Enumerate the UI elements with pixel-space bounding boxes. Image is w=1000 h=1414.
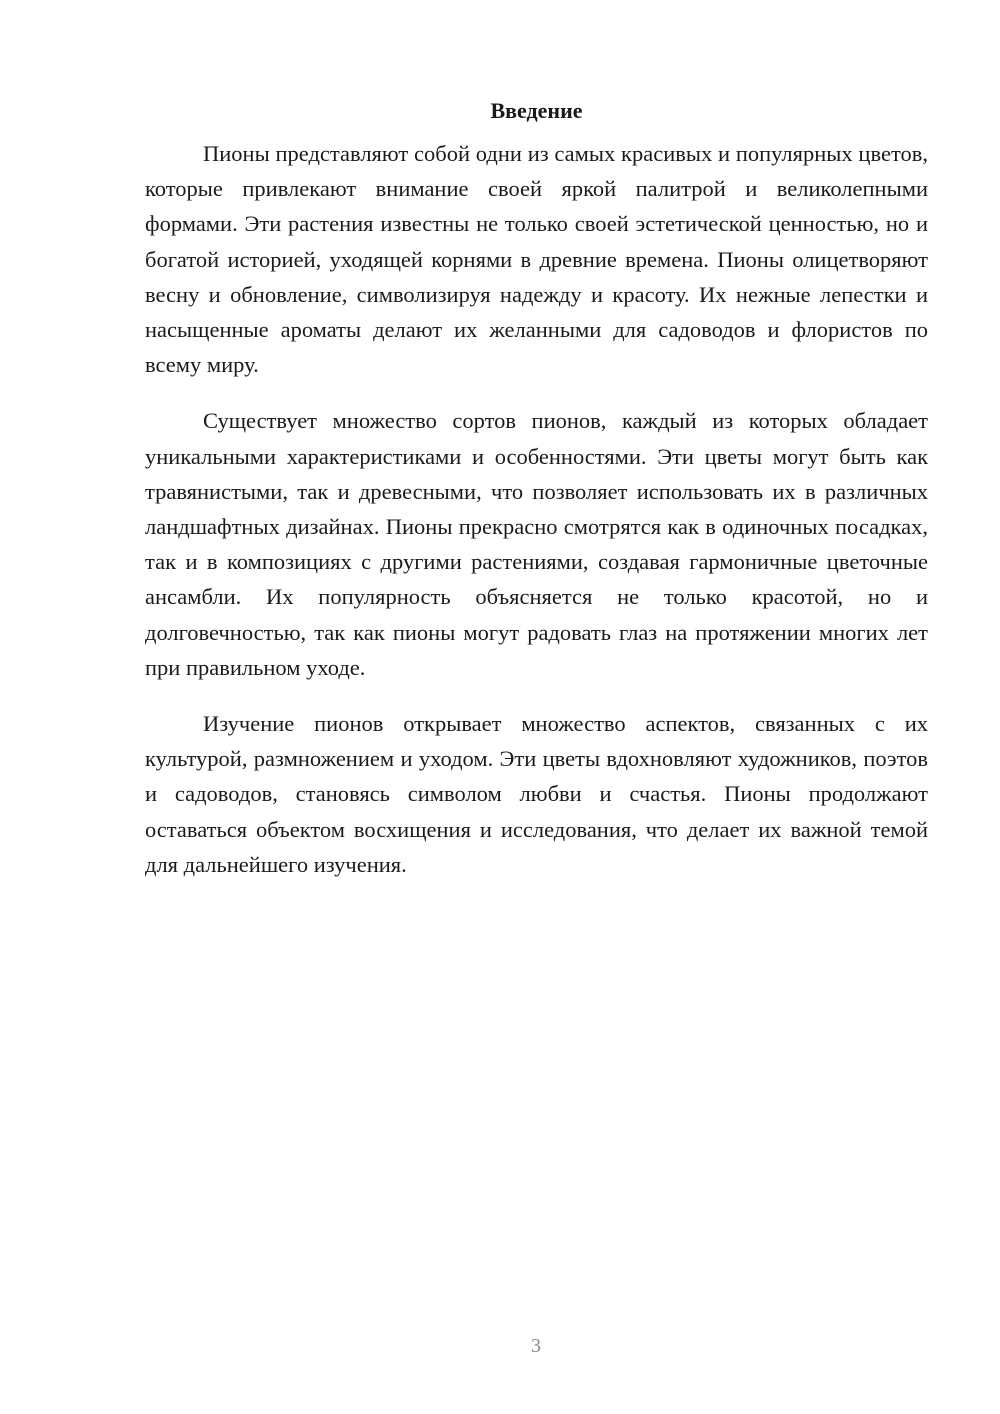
page-content: [145, 96, 928, 903]
paragraph-3: Изучение пионов открывает множество аспектов, связанных с их культурой, размножением и уходом. Эти цветы вдохновляют художников, поэтов и садоводов, становясь символом любви и счастья. Пионы продолжают оставаться объектом восхищения и исследования, что делает их важной темой для дальнейшего изучения.: [145, 711, 928, 877]
section-title: Введение: [490, 98, 583, 123]
paragraph-1: Пионы представляют собой одни из самых красивых и популярных цветов, которые привлекают внимание своей яркой палитрой и великолепными формами. Эти растения известны не только своей эстетической ценностью, но и богатой историей, уходящей корнями в древние времена. Пионы олицетворяют весну и обновление, символизируя надежду и красоту. Их нежные лепестки и насыщенные ароматы делают их желанными для садоводов и флористов по всему миру.: [145, 141, 928, 378]
paragraph-2: Существует множество сортов пионов, каждый из которых обладает уникальными характеристиками и особенностями. Эти цветы могут быть как травянистыми, так и древесными, что позволяет использовать их в различных ландшафтных дизайнах. Пионы прекрасно смотрятся как в одиночных посадках, так и в композициях с другими растениями, создавая гармоничные цветочные ансамбли. Их популярность объясняется не только красотой, но и долговечностью, так как пионы могут радовать глаз на протяжении многих лет при правильном уходе.: [145, 408, 928, 680]
page-number: 3: [531, 1335, 541, 1357]
